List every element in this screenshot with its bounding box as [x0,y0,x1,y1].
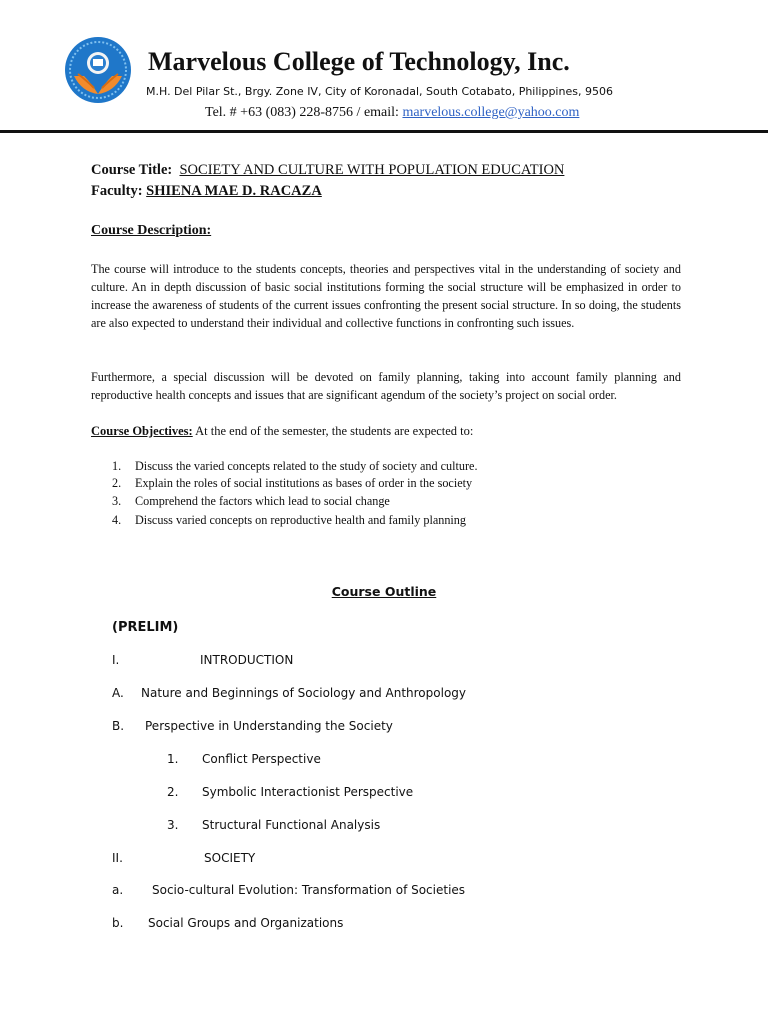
college-seal-logo [64,36,132,104]
college-name: Marvelous College of Technology, Inc. [148,47,570,76]
outline-line: 1. Conflict Perspective [167,752,321,766]
course-objectives-intro: At the end of the semester, the students are expected to: [192,424,474,438]
outline-line: A. Nature and Beginnings of Sociology and Anthropology [112,686,467,700]
course-title-line [91,161,564,179]
objective-item: 2. Explain the roles of social institutions as bases of order in the society [112,476,473,490]
course-objectives-label: Course Objectives: [91,424,193,438]
outline-line: II. SOCIETY [112,851,256,865]
objective-item: 4. Discuss varied concepts on reproductive health and family planning [112,513,466,527]
course-description-paragraph-1: The course will introduce to the students concepts, theories and perspectives vital in the understanding of society and culture. An in depth discussion of basic social institutions forming the social structure will be emphasized in order to increase the awareness of students of the current issues confronting the present social structure. In so doing, the students are also expected to understand their individual and collective functions in confronting such issues. [91,262,681,330]
college-contact [205,104,579,122]
faculty-line [91,182,322,200]
course-title-label: Course Title: [91,162,173,178]
prelim-heading: (PRELIM) [112,620,179,635]
faculty-label: Faculty: [91,183,143,199]
outline-line: a. Socio-cultural Evolution: Transformation of Societies [112,883,466,897]
contact-phone: Tel. # +63 (083) 228-8756 / email: [205,105,403,120]
course-description-heading: Course Description: [91,223,212,238]
faculty-value: SHIENA MAE D. RACAZA [146,183,322,199]
course-objectives-line [91,422,473,440]
header-divider [0,130,768,133]
outline-line: b. Social Groups and Organizations [112,916,344,930]
objective-item: 1. Discuss the varied concepts related to the study of society and culture. [112,459,478,473]
objective-item: 3. Comprehend the factors which lead to social change [112,494,390,508]
email-link[interactable]: marvelous.college@yahoo.com [402,105,580,120]
course-description-paragraph-2: Furthermore, a special discussion will be devoted on family planning, taking into account family planning and reproductive health concepts and issues that are significant agendum of the society’s project on social order. [91,370,681,402]
outline-line: 2. Symbolic Interactionist Perspective [167,785,414,799]
course-outline-title: Course Outline [331,584,437,599]
outline-line: I. INTRODUCTION [112,653,294,667]
outline-line: 3. Structural Functional Analysis [167,818,381,832]
outline-line: B. Perspective in Understanding the Society [112,719,393,733]
college-address: M.H. Del Pilar St., Brgy. Zone IV, City of Koronadal, South Cotabato, Philippines, 9506 [146,85,613,98]
course-title-value: SOCIETY AND CULTURE WITH POPULATION EDUCATION [179,162,565,178]
